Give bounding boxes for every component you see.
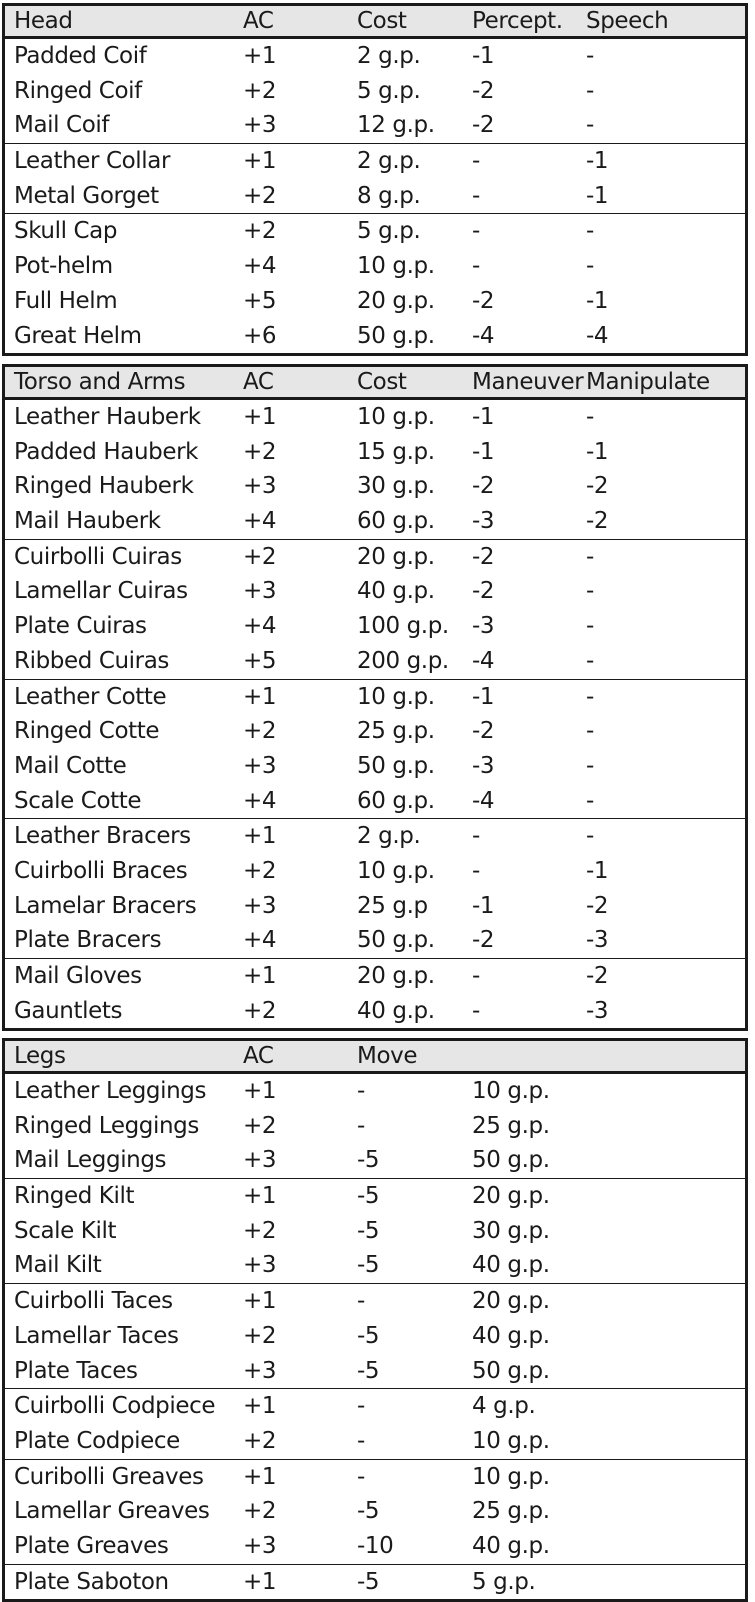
table-cell: -1 — [472, 438, 495, 465]
table-cell: +4 — [243, 253, 277, 280]
table-row — [5, 214, 745, 249]
table-row — [5, 469, 745, 504]
table-cell: Leather Collar — [14, 148, 171, 175]
table-cell: 20 g.p. — [472, 1183, 550, 1210]
table-cell: Mail Hauberk — [14, 508, 161, 535]
table-cell: -3 — [586, 997, 609, 1024]
table-cell: +1 — [243, 1568, 277, 1595]
table-cell: -5 — [357, 1147, 380, 1174]
table-cell: Mail Gloves — [14, 963, 142, 989]
table-cell: +6 — [243, 322, 277, 349]
table-row — [5, 400, 745, 435]
table-row — [5, 1529, 745, 1564]
table-cell: -3 — [472, 752, 495, 779]
table-cell: -3 — [472, 613, 495, 640]
table-cell: Cuirbolli Braces — [14, 857, 188, 884]
table-cell: +2 — [243, 77, 277, 104]
table-cell: -2 — [586, 508, 609, 535]
table-cell: +1 — [243, 404, 277, 430]
table-cell: 15 g.p. — [357, 438, 435, 465]
table-cell: Leather Leggings — [14, 1078, 207, 1104]
table-cell: 25 g.p. — [472, 1498, 550, 1525]
table-cell: Scale Kilt — [14, 1217, 117, 1244]
table-cell: 200 g.p. — [357, 647, 449, 674]
table-cell: 20 g.p. — [357, 543, 435, 570]
table-row — [5, 504, 745, 539]
table-cell: - — [586, 112, 594, 139]
column-header: Percept. — [472, 8, 563, 34]
row-group — [5, 143, 745, 213]
table-cell: +4 — [243, 927, 277, 954]
legs-table — [2, 1038, 748, 1602]
table-cell: -5 — [357, 1183, 380, 1210]
table-cell: 12 g.p. — [357, 112, 435, 139]
table-cell: -1 — [472, 43, 495, 69]
column-header: Legs — [14, 1043, 66, 1069]
table-row — [5, 435, 745, 470]
table-row — [5, 574, 745, 609]
table-cell: Padded Hauberk — [14, 438, 199, 465]
table-cell: 8 g.p. — [357, 182, 421, 209]
table-cell: Lamellar Greaves — [14, 1498, 210, 1525]
table-cell: Lamellar Cuiras — [14, 578, 188, 605]
table-cell: 2 g.p. — [357, 43, 421, 69]
table-cell: - — [472, 218, 480, 245]
table-row — [5, 74, 745, 109]
column-header: Maneuver — [472, 369, 584, 395]
table-cell: -4 — [472, 787, 495, 814]
table-row — [5, 1319, 745, 1354]
table-cell: -2 — [472, 287, 495, 314]
table-row — [5, 923, 745, 958]
table-cell: -2 — [472, 77, 495, 104]
table-cell: -1 — [586, 148, 609, 175]
table-cell: Great Helm — [14, 322, 142, 349]
row-group — [5, 1283, 745, 1388]
table-row — [5, 1109, 745, 1144]
column-header: Speech — [586, 8, 669, 34]
table-header — [5, 367, 745, 400]
column-header: Move — [357, 1043, 418, 1069]
table-cell: 25 g.p. — [472, 1112, 550, 1139]
row-group — [5, 1074, 745, 1178]
table-cell: 20 g.p. — [472, 1288, 550, 1315]
table-cell: Lamellar Taces — [14, 1322, 179, 1349]
table-cell: -1 — [586, 182, 609, 209]
table-cell: Ringed Cotte — [14, 718, 160, 745]
table-cell: -5 — [357, 1217, 380, 1244]
table-cell: Mail Leggings — [14, 1147, 167, 1174]
table-cell: -1 — [472, 892, 495, 919]
table-cell: +1 — [243, 823, 277, 850]
table-cell: - — [357, 1078, 365, 1104]
column-header: Head — [14, 8, 73, 34]
table-cell: -1 — [586, 857, 609, 884]
table-cell: Plate Taces — [14, 1357, 138, 1384]
row-group — [5, 1459, 745, 1564]
table-cell: -2 — [472, 473, 495, 500]
table-cell: Pot-helm — [14, 253, 113, 280]
table-cell: - — [586, 43, 594, 69]
table-cell: +3 — [243, 578, 277, 605]
table-cell: - — [586, 578, 594, 605]
table-cell: Cuirbolli Taces — [14, 1288, 173, 1315]
table-cell: Leather Cotte — [14, 683, 167, 710]
table-cell: -5 — [357, 1568, 380, 1595]
row-group — [5, 679, 745, 819]
column-header: AC — [243, 1043, 274, 1069]
table-cell: - — [586, 823, 594, 850]
table-cell: - — [472, 997, 480, 1024]
table-row — [5, 1248, 745, 1283]
table-cell: Plate Codpiece — [14, 1427, 180, 1454]
table-cell: - — [586, 253, 594, 280]
table-cell: Ringed Hauberk — [14, 473, 194, 500]
table-row — [5, 1494, 745, 1529]
table-cell: Plate Greaves — [14, 1532, 169, 1559]
table-cell: Metal Gorget — [14, 182, 159, 209]
table-row — [5, 1565, 745, 1600]
table-cell: +1 — [243, 1393, 277, 1420]
table-cell: +2 — [243, 438, 277, 465]
table-row — [5, 1074, 745, 1109]
row-group — [5, 213, 745, 353]
table-cell: Full Helm — [14, 287, 118, 314]
table-row — [5, 749, 745, 784]
column-header: Manipulate — [586, 369, 710, 395]
table-cell: - — [586, 683, 594, 710]
table-row — [5, 644, 745, 679]
table-cell: - — [472, 253, 480, 280]
column-header: AC — [243, 369, 274, 395]
table-cell: Gauntlets — [14, 997, 123, 1024]
table-cell: -2 — [586, 473, 609, 500]
table-cell: 50 g.p. — [357, 927, 435, 954]
table-cell: -1 — [472, 404, 495, 430]
table-cell: +2 — [243, 857, 277, 884]
table-cell: 25 g.p — [357, 892, 428, 919]
row-group — [5, 1388, 745, 1458]
table-row — [5, 889, 745, 924]
table-cell: 10 g.p. — [357, 253, 435, 280]
table-cell: - — [586, 613, 594, 640]
table-cell: +2 — [243, 1112, 277, 1139]
table-cell: 60 g.p. — [357, 508, 435, 535]
table-cell: 2 g.p. — [357, 823, 421, 850]
table-cell: -1 — [586, 438, 609, 465]
table-cell: Ringed Leggings — [14, 1112, 199, 1139]
table-cell: +3 — [243, 473, 277, 500]
table-cell: - — [357, 1463, 365, 1490]
table-row — [5, 39, 745, 74]
table-cell: - — [586, 647, 594, 674]
table-cell: +2 — [243, 182, 277, 209]
table-cell: Cuirbolli Cuiras — [14, 543, 182, 570]
table-cell: +4 — [243, 508, 277, 535]
table-cell: Scale Cotte — [14, 787, 142, 814]
table-cell: 20 g.p. — [357, 963, 435, 989]
table-cell: 10 g.p. — [472, 1463, 550, 1490]
table-cell: 5 g.p. — [357, 218, 421, 245]
table-cell: -2 — [472, 718, 495, 745]
table-cell: 5 g.p. — [357, 77, 421, 104]
table-cell: 50 g.p. — [357, 752, 435, 779]
table-cell: -10 — [357, 1532, 394, 1559]
table-cell: +1 — [243, 1288, 277, 1315]
row-group — [5, 539, 745, 679]
row-group — [5, 1564, 745, 1600]
table-cell: - — [357, 1112, 365, 1139]
table-cell: +3 — [243, 752, 277, 779]
table-cell: +2 — [243, 1217, 277, 1244]
table-cell: 4 g.p. — [472, 1393, 536, 1420]
table-row — [5, 1424, 745, 1459]
table-cell: Mail Kilt — [14, 1252, 102, 1279]
table-cell: - — [357, 1427, 365, 1454]
row-group — [5, 818, 745, 958]
table-cell: -2 — [472, 112, 495, 139]
table-cell: 30 g.p. — [472, 1217, 550, 1244]
table-cell: Lamelar Bracers — [14, 892, 197, 919]
table-cell: 50 g.p. — [472, 1147, 550, 1174]
table-cell: Skull Cap — [14, 218, 118, 245]
table-row — [5, 249, 745, 284]
column-header: Cost — [357, 369, 407, 395]
table-cell: Plate Bracers — [14, 927, 162, 954]
table-cell: 40 g.p. — [472, 1322, 550, 1349]
table-cell: -2 — [586, 963, 609, 989]
table-cell: 50 g.p. — [357, 322, 435, 349]
table-row — [5, 144, 745, 179]
row-group — [5, 400, 745, 539]
table-header — [5, 1041, 745, 1074]
table-cell: 40 g.p. — [357, 578, 435, 605]
table-cell: 10 g.p. — [357, 404, 435, 430]
table-cell: +2 — [243, 1498, 277, 1525]
table-cell: Curibolli Greaves — [14, 1463, 204, 1490]
table-cell: +3 — [243, 892, 277, 919]
table-cell: +1 — [243, 683, 277, 710]
table-row — [5, 1354, 745, 1389]
table-cell: +3 — [243, 1357, 277, 1384]
table-cell: +5 — [243, 647, 277, 674]
table-cell: +2 — [243, 997, 277, 1024]
table-cell: Plate Cuiras — [14, 613, 147, 640]
table-cell: Leather Hauberk — [14, 404, 201, 430]
table-cell: 2 g.p. — [357, 148, 421, 175]
table-cell: -5 — [357, 1498, 380, 1525]
table-cell: +1 — [243, 963, 277, 989]
table-cell: 40 g.p. — [472, 1532, 550, 1559]
table-cell: -4 — [472, 647, 495, 674]
table-cell: - — [586, 543, 594, 570]
table-row — [5, 284, 745, 319]
table-cell: +2 — [243, 718, 277, 745]
table-cell: 5 g.p. — [472, 1568, 536, 1595]
table-cell: -4 — [586, 322, 609, 349]
table-header — [5, 6, 745, 39]
table-cell: -4 — [472, 322, 495, 349]
table-cell: 25 g.p. — [357, 718, 435, 745]
table-row — [5, 1179, 745, 1214]
table-row — [5, 1284, 745, 1319]
row-group — [5, 958, 745, 1028]
table-cell: - — [357, 1393, 365, 1420]
table-cell: - — [472, 148, 480, 175]
table-row — [5, 819, 745, 854]
table-row — [5, 959, 745, 994]
table-row — [5, 609, 745, 644]
table-cell: -5 — [357, 1357, 380, 1384]
table-cell: +1 — [243, 43, 277, 69]
table-cell: - — [472, 182, 480, 209]
table-cell: +2 — [243, 218, 277, 245]
table-cell: - — [586, 752, 594, 779]
table-cell: Ribbed Cuiras — [14, 647, 169, 674]
table-cell: +4 — [243, 613, 277, 640]
column-header: Cost — [357, 8, 407, 34]
table-cell: -2 — [586, 892, 609, 919]
table-row — [5, 680, 745, 715]
table-cell: 40 g.p. — [357, 997, 435, 1024]
table-cell: -1 — [472, 683, 495, 710]
table-row — [5, 1389, 745, 1424]
table-cell: Padded Coif — [14, 43, 147, 69]
table-cell: +1 — [243, 1183, 277, 1210]
table-cell: -2 — [472, 543, 495, 570]
table-cell: Ringed Coif — [14, 77, 142, 104]
torso-and-arms-table — [2, 364, 748, 1031]
table-cell: +2 — [243, 1322, 277, 1349]
table-cell: Leather Bracers — [14, 823, 191, 850]
table-cell: +4 — [243, 787, 277, 814]
table-cell: 10 g.p. — [357, 857, 435, 884]
table-cell: +1 — [243, 1078, 277, 1104]
table-cell: +3 — [243, 1532, 277, 1559]
table-cell: - — [357, 1288, 365, 1315]
table-cell: +3 — [243, 1252, 277, 1279]
table-row — [5, 1214, 745, 1249]
table-row — [5, 540, 745, 575]
table-cell: 30 g.p. — [357, 473, 435, 500]
table-row — [5, 108, 745, 143]
table-row — [5, 1143, 745, 1178]
table-cell: 40 g.p. — [472, 1252, 550, 1279]
table-cell: +5 — [243, 287, 277, 314]
table-cell: +2 — [243, 1427, 277, 1454]
column-header: Torso and Arms — [14, 369, 186, 395]
column-header: AC — [243, 8, 274, 34]
table-cell: - — [586, 404, 594, 430]
table-cell: 10 g.p. — [357, 683, 435, 710]
table-cell: 20 g.p. — [357, 287, 435, 314]
table-row — [5, 854, 745, 889]
head-table — [2, 3, 748, 356]
table-cell: - — [586, 718, 594, 745]
table-row — [5, 179, 745, 214]
table-cell: - — [586, 77, 594, 104]
table-cell: -3 — [586, 927, 609, 954]
table-cell: -2 — [472, 927, 495, 954]
table-cell: -5 — [357, 1252, 380, 1279]
table-cell: - — [472, 963, 480, 989]
table-cell: -1 — [586, 287, 609, 314]
table-cell: +3 — [243, 1147, 277, 1174]
table-cell: - — [586, 218, 594, 245]
table-cell: Mail Coif — [14, 112, 110, 139]
table-cell: Cuirbolli Codpiece — [14, 1393, 216, 1420]
table-row — [5, 994, 745, 1029]
table-cell: -5 — [357, 1322, 380, 1349]
table-cell: - — [472, 857, 480, 884]
table-row — [5, 319, 745, 354]
row-group — [5, 1178, 745, 1283]
table-cell: - — [472, 823, 480, 850]
table-cell: -2 — [472, 578, 495, 605]
table-cell: Mail Cotte — [14, 752, 127, 779]
row-group — [5, 39, 745, 143]
table-cell: +1 — [243, 148, 277, 175]
table-cell: +3 — [243, 112, 277, 139]
table-cell: 100 g.p. — [357, 613, 449, 640]
table-row — [5, 714, 745, 749]
table-cell: +1 — [243, 1463, 277, 1490]
table-cell: +2 — [243, 543, 277, 570]
table-row — [5, 784, 745, 819]
table-cell: 60 g.p. — [357, 787, 435, 814]
table-cell: 10 g.p. — [472, 1427, 550, 1454]
table-cell: - — [586, 787, 594, 814]
table-cell: 10 g.p. — [472, 1078, 550, 1104]
table-row — [5, 1460, 745, 1495]
table-cell: Plate Saboton — [14, 1568, 169, 1595]
table-cell: 50 g.p. — [472, 1357, 550, 1384]
table-cell: Ringed Kilt — [14, 1183, 135, 1210]
table-cell: -3 — [472, 508, 495, 535]
